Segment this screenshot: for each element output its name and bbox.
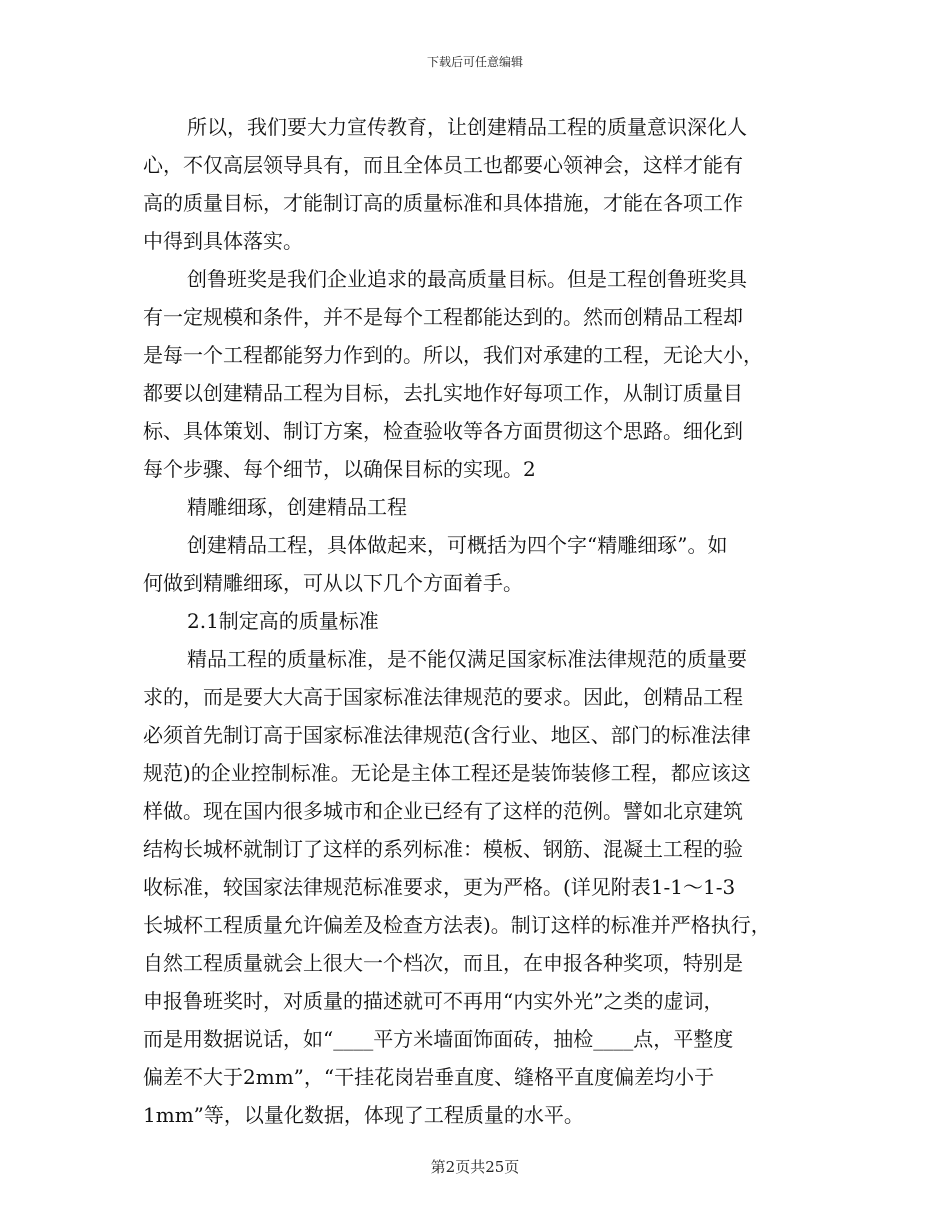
text-line: 精品工程的质量标准，是不能仅满足国家标准法律规范的质量要	[187, 647, 747, 671]
text-line: 样做。现在国内很多城市和企业已经有了这样的范例。譬如北京建筑	[143, 799, 743, 823]
page-header: 下载后可任意编辑	[426, 55, 523, 69]
text-line: 创建精品工程，具体做起来，可概括为四个字“精雕细琢”。如	[187, 533, 728, 557]
document-body	[143, 108, 823, 1134]
text-line: 规范)的企业控制标准。无论是主体工程还是装饰装修工程，都应该这	[143, 761, 751, 785]
text-line: 1mm”等，以量化数据，体现了工程质量的水平。	[143, 1103, 584, 1127]
heading-text: 精雕细琢，创建精品工程	[187, 495, 407, 519]
text-line: 标、具体策划、制订方案，检查验收等各方面贯彻这个思路。细化到	[143, 419, 743, 443]
paragraph-3	[143, 526, 823, 602]
text-line: 何做到精雕细琢，可从以下几个方面着手。	[143, 571, 523, 595]
text-line: 有一定规模和条件，并不是每个工程都能达到的。然而创精品工程却	[143, 305, 743, 329]
heading-text: 2.1制定高的质量标准	[187, 609, 379, 633]
text-line: 偏差不大于2mm”，“干挂花岗岩垂直度、缝格平直度偏差均小于	[143, 1065, 715, 1089]
paragraph-2	[143, 260, 823, 488]
text-line: 创鲁班奖是我们企业追求的最高质量目标。但是工程创鲁班奖具	[187, 267, 747, 291]
paragraph-4	[143, 640, 823, 1134]
text-line: 高的质量目标，才能制订高的质量标准和具体措施，才能在各项工作	[143, 191, 743, 215]
text-line: 中得到具体落实。	[143, 229, 303, 253]
page-footer: 第2页共25页	[430, 1158, 520, 1176]
text-line: 自然工程质量就会上很大一个档次，而且，在申报各种奖项，特别是	[143, 951, 743, 975]
text-line: 都要以创建精品工程为目标，去扎实地作好每项工作，从制订质量目	[143, 381, 743, 405]
text-line: 长城杯工程质量允许偏差及检查方法表)。制订这样的标准并严格执行，	[143, 913, 771, 937]
paragraph-1	[143, 108, 823, 260]
text-line: 必须首先制订高于国家标准法律规范(含行业、地区、部门的标准法律	[143, 723, 751, 747]
text-line: 结构长城杯就制订了这样的系列标准：模板、钢筋、混凝土工程的验	[143, 837, 743, 861]
section-heading	[143, 488, 823, 526]
subsection-heading	[143, 602, 823, 640]
text-line: 每个步骤、每个细节，以确保目标的实现。2	[143, 457, 536, 481]
text-line: 心，不仅高层领导具有，而且全体员工也都要心领神会，这样才能有	[143, 153, 743, 177]
text-line: 而是用数据说话，如“____平方米墙面饰面砖，抽检____点，平整度	[143, 1027, 734, 1051]
text-line: 收标准，较国家法律规范标准要求，更为严格。(详见附表1-1～1-3	[143, 875, 736, 899]
text-line: 是每一个工程都能努力作到的。所以，我们对承建的工程，无论大小，	[143, 343, 763, 367]
text-line: 求的，而是要大大高于国家标准法律规范的要求。因此，创精品工程	[143, 685, 743, 709]
text-line: 所以，我们要大力宣传教育，让创建精品工程的质量意识深化人	[187, 115, 747, 139]
text-line: 申报鲁班奖时，对质量的描述就可不再用“内实外光”之类的虚词，	[143, 989, 724, 1013]
